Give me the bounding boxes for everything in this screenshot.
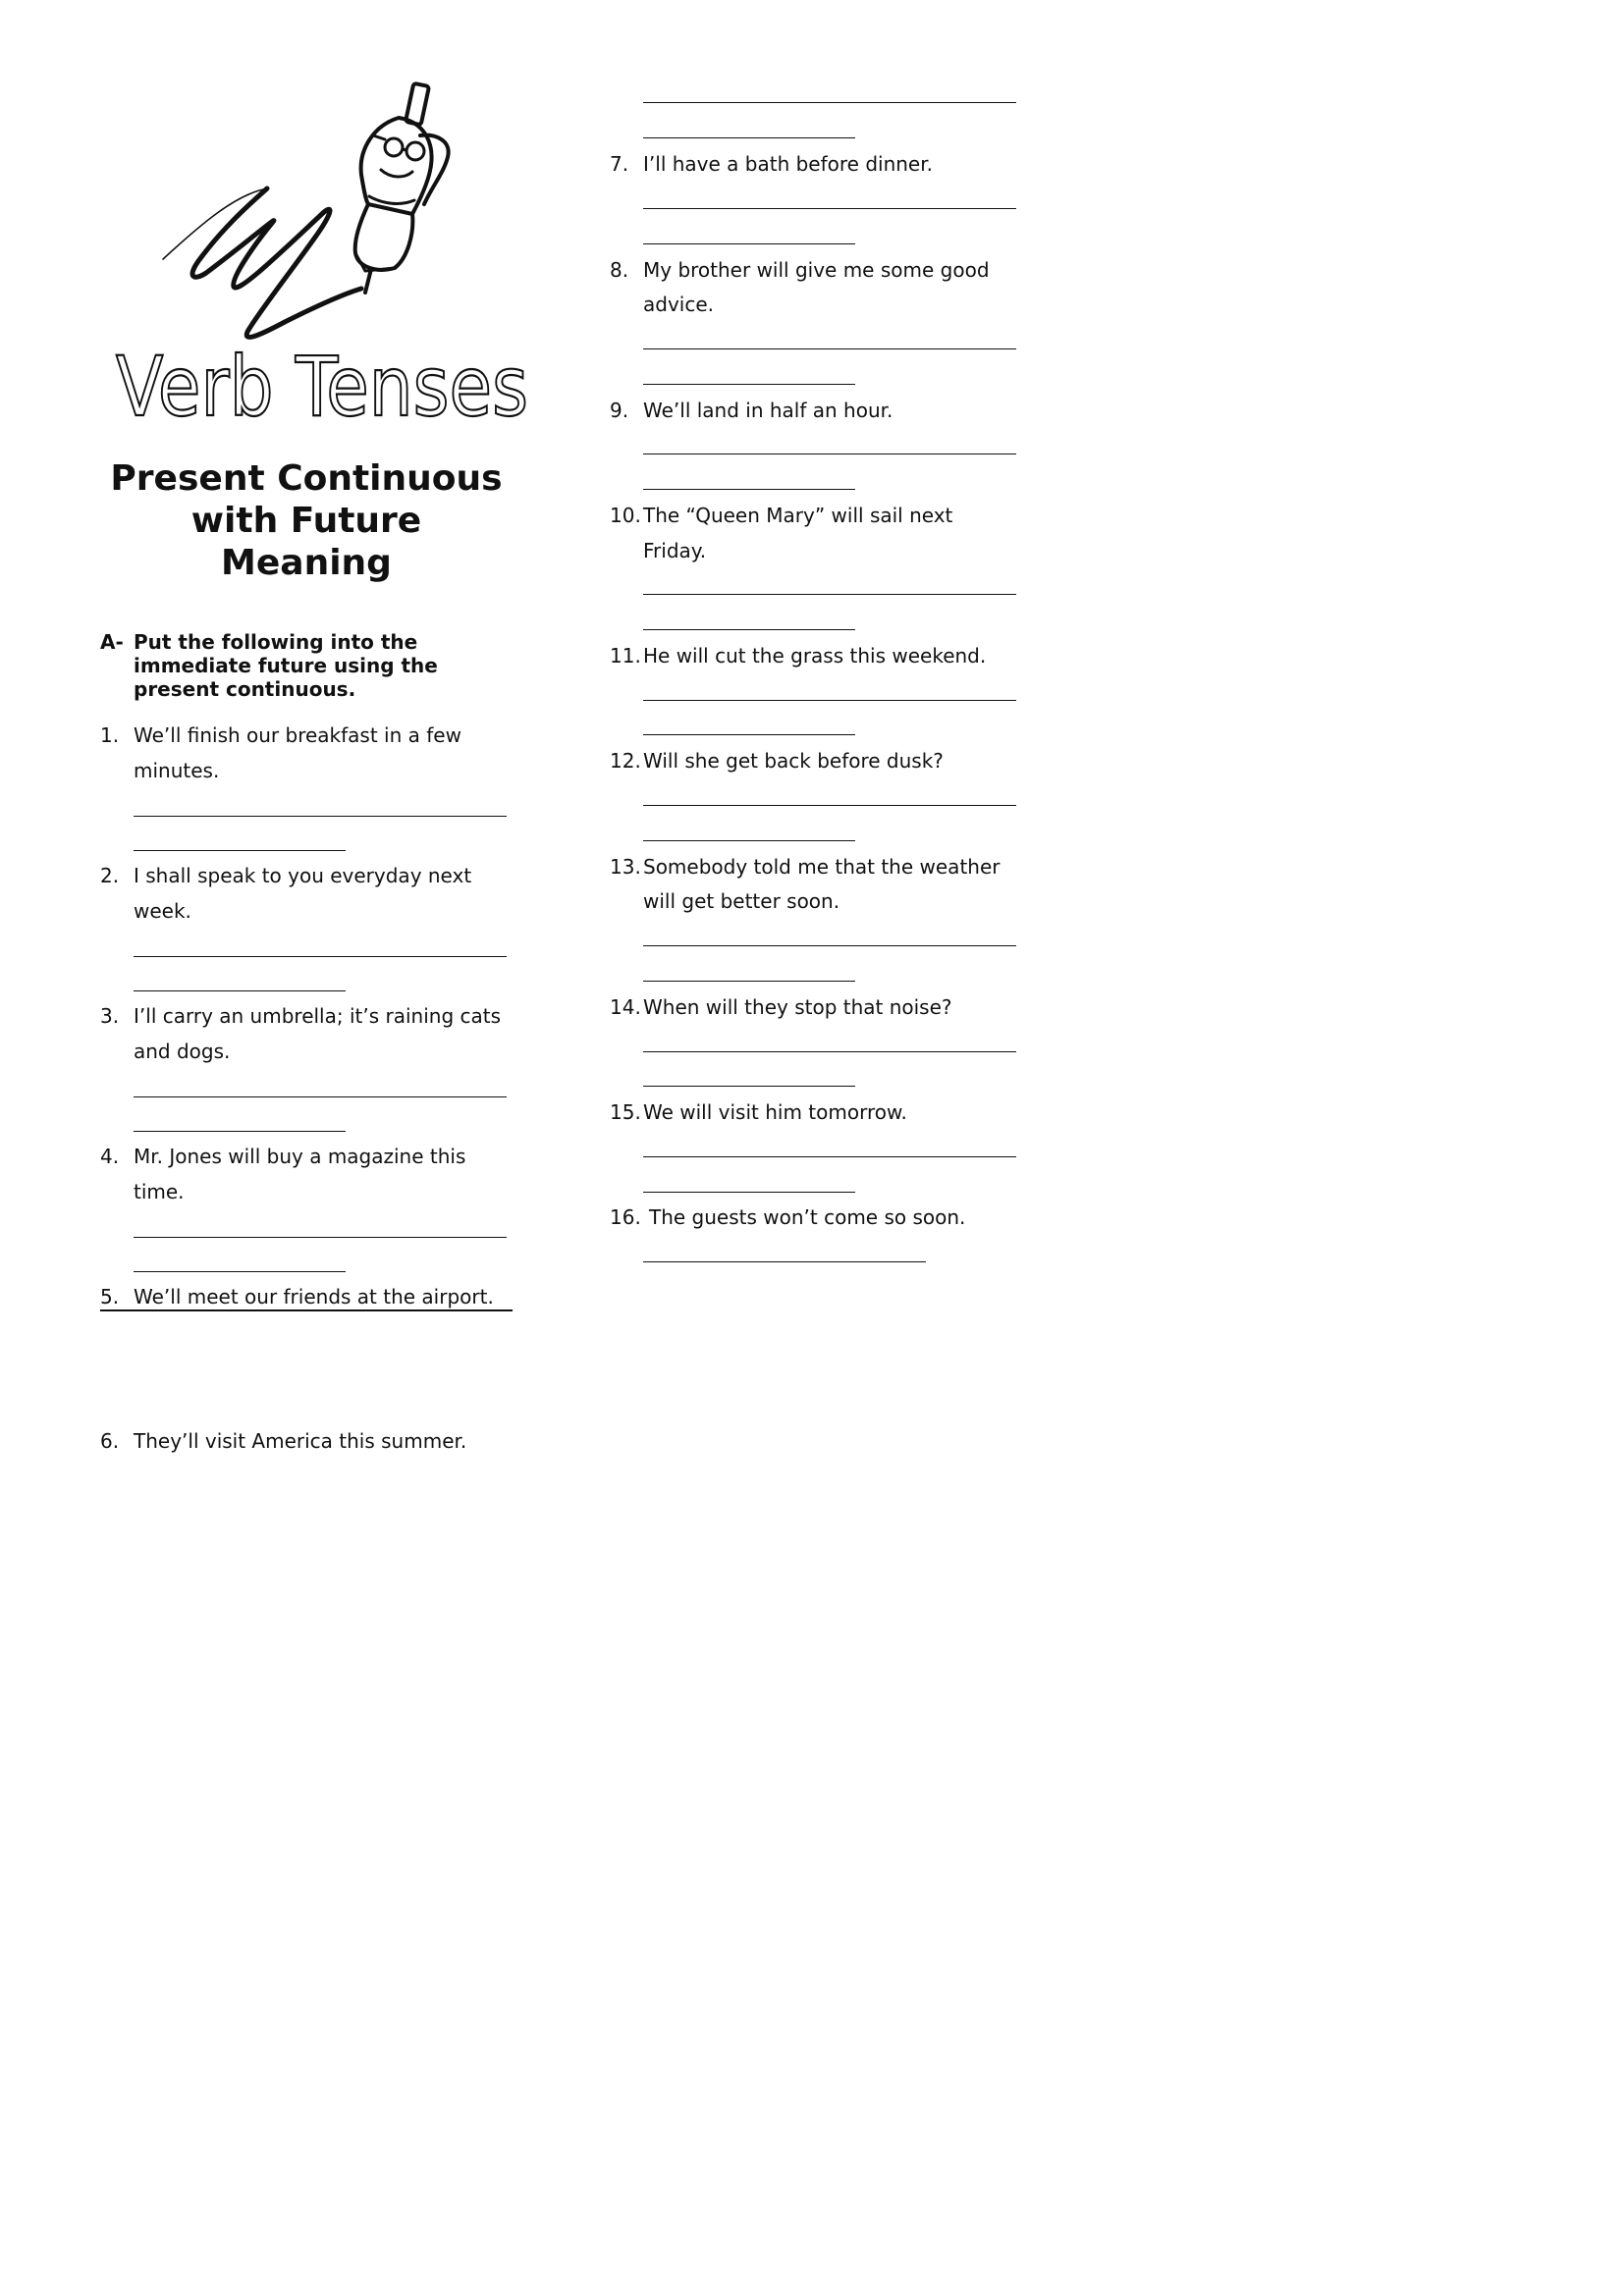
instructions-text bbox=[134, 630, 487, 701]
answer-line[interactable] bbox=[134, 816, 507, 817]
item-text: Somebody told me that the weather bbox=[643, 855, 1001, 879]
answer-line[interactable] bbox=[134, 1131, 346, 1132]
item-text: Friday. bbox=[643, 539, 707, 562]
item-text: The guests won’t come so soon. bbox=[649, 1205, 966, 1229]
answer-line[interactable] bbox=[643, 700, 1016, 701]
answer-line[interactable] bbox=[134, 1271, 346, 1272]
item-text: time. bbox=[134, 1180, 185, 1203]
answer-line[interactable] bbox=[643, 1086, 855, 1087]
item-number: 5. bbox=[100, 1285, 120, 1308]
item-number: 13. bbox=[610, 855, 641, 879]
answer-line[interactable] bbox=[643, 594, 1016, 595]
verb-tenses-logo bbox=[108, 77, 540, 435]
item-text: The “Queen Mary” will sail next bbox=[643, 504, 953, 527]
answer-line[interactable] bbox=[643, 384, 855, 385]
answer-line[interactable] bbox=[134, 850, 346, 851]
section-label: A- bbox=[100, 630, 124, 654]
title-line-2: with Future bbox=[190, 501, 422, 541]
answer-line[interactable] bbox=[643, 734, 855, 735]
item-text: Mr. Jones will buy a magazine this bbox=[134, 1145, 466, 1168]
item-number: 12. bbox=[610, 749, 641, 773]
pen-mascot-icon bbox=[163, 83, 449, 338]
answer-line[interactable] bbox=[643, 1156, 1016, 1157]
item-number: 11. bbox=[610, 644, 641, 667]
item-text: and dogs. bbox=[134, 1040, 231, 1063]
instructions-line-1: Put the following into the bbox=[134, 630, 418, 654]
item-text: We’ll land in half an hour. bbox=[643, 399, 893, 422]
item-text: They’ll visit America this summer. bbox=[134, 1429, 467, 1453]
item-text: My brother will give me some good bbox=[643, 258, 990, 282]
item-number: 4. bbox=[100, 1145, 120, 1168]
item-number: 15. bbox=[610, 1100, 641, 1124]
title-line-3: Meaning bbox=[221, 543, 392, 583]
item-number: 14. bbox=[610, 995, 641, 1019]
answer-line[interactable] bbox=[643, 102, 1016, 103]
item-text: I’ll carry an umbrella; it’s raining cats bbox=[134, 1004, 502, 1028]
answer-line[interactable] bbox=[643, 840, 855, 841]
item-number: 9. bbox=[610, 399, 629, 422]
item-text: We’ll meet our friends at the airport. bbox=[134, 1285, 494, 1308]
answer-line[interactable] bbox=[643, 137, 855, 138]
answer-line[interactable] bbox=[134, 1237, 507, 1238]
item-number: 10. bbox=[610, 504, 641, 527]
item-text: week. bbox=[134, 899, 191, 923]
item-number: 8. bbox=[610, 258, 629, 282]
item-number: 2. bbox=[100, 864, 120, 887]
answer-line[interactable] bbox=[643, 629, 855, 630]
item-number: 16. bbox=[610, 1205, 641, 1229]
item-text: We will visit him tomorrow. bbox=[643, 1100, 907, 1124]
title-line-1: Present Continuous bbox=[110, 458, 503, 499]
item-text: We’ll finish our breakfast in a few bbox=[134, 723, 461, 747]
answer-line[interactable] bbox=[643, 489, 855, 490]
item-text: minutes. bbox=[134, 759, 220, 782]
item-text: advice. bbox=[643, 293, 715, 316]
logo-title: Verb Tenses bbox=[116, 339, 528, 435]
item-text: will get better soon. bbox=[643, 889, 840, 913]
item-number: 6. bbox=[100, 1429, 120, 1453]
instructions-line-3: present continuous. bbox=[134, 677, 356, 701]
page-title bbox=[90, 457, 522, 584]
instructions-line-2: immediate future using the bbox=[134, 654, 438, 677]
item-text: Will she get back before dusk? bbox=[643, 749, 944, 773]
answer-line[interactable] bbox=[643, 243, 855, 244]
item-text: I’ll have a bath before dinner. bbox=[643, 152, 933, 176]
item-text: He will cut the grass this weekend. bbox=[643, 644, 987, 667]
answer-line[interactable] bbox=[643, 1051, 1016, 1052]
answer-line[interactable] bbox=[643, 1192, 855, 1193]
item-number: 3. bbox=[100, 1004, 120, 1028]
answer-line[interactable] bbox=[643, 945, 1016, 946]
item-number: 7. bbox=[610, 152, 629, 176]
answer-line[interactable] bbox=[643, 348, 1016, 349]
answer-line[interactable] bbox=[643, 981, 855, 982]
answer-line[interactable] bbox=[134, 956, 507, 957]
item-text: I shall speak to you everyday next bbox=[134, 864, 472, 887]
answer-line[interactable] bbox=[643, 1261, 926, 1262]
item-text: When will they stop that noise? bbox=[643, 995, 952, 1019]
item-number: 1. bbox=[100, 723, 120, 747]
answer-line[interactable] bbox=[643, 208, 1016, 209]
answer-line[interactable] bbox=[643, 805, 1016, 806]
answer-line[interactable] bbox=[134, 1096, 507, 1097]
answer-line[interactable] bbox=[134, 990, 346, 991]
item-underline bbox=[100, 1309, 513, 1311]
